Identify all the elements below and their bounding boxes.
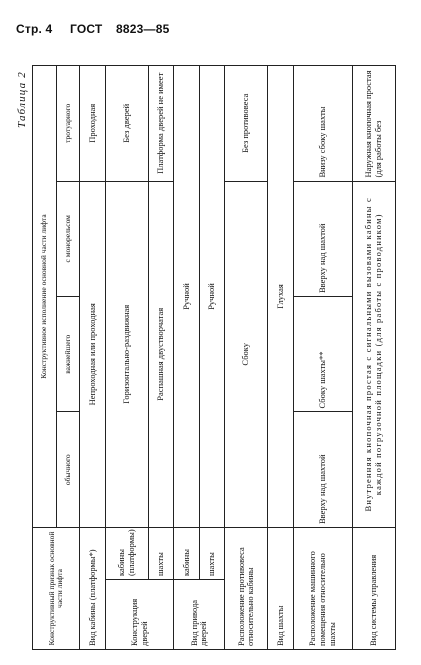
standard-label: ГОСТ <box>69 22 103 36</box>
cell-cabin-main: Непроходная или проходная <box>80 181 106 527</box>
col-head-monorail: с монорельсом <box>56 181 80 296</box>
cell-doors-shaft-sidewalk: Платформа дверей не имеет <box>148 66 174 182</box>
table-row <box>80 66 106 650</box>
row-label-cabin: Вид кабины (платформы*) <box>80 527 106 649</box>
cell-control-main: Внутренняя кнопочная простая с сигнальными вызовами кабины с каждой погрузочной площадки (для работы с проводником) <box>353 181 396 527</box>
rotated-table-area <box>16 65 398 650</box>
cell-machine-monorail: Вверху над шахтой <box>293 181 353 296</box>
cell-machine-important: Сбоку шахты** <box>293 297 353 412</box>
row-label-shaft: Вид шахты <box>268 527 294 649</box>
sublabel-doors-cabin: кабины (платформы) <box>105 527 148 579</box>
page-header <box>16 22 316 42</box>
row-label-control: Вид системы управления <box>353 527 396 649</box>
table-row <box>199 66 225 650</box>
col-head-important: важнейшего <box>56 297 80 412</box>
table-row <box>174 66 200 650</box>
table-head-row <box>33 66 57 650</box>
cell-shaft: Глухая <box>268 66 294 528</box>
row-label-machine-room: Расположение машинного помещения относительно шахты <box>293 527 353 649</box>
sublabel-doors-shaft: шахты <box>148 527 174 579</box>
cell-doors-cabin: Горизонтально-раздвижная <box>105 181 148 527</box>
cell-drive-cabin: Ручной <box>174 66 200 528</box>
cell-cabin-sidewalk: Проходная <box>80 66 106 182</box>
cell-counterweight-main: Сбоку <box>225 181 268 527</box>
sublabel-drive-shaft: шахты <box>199 527 225 579</box>
table-row <box>225 66 268 650</box>
table-row <box>148 66 174 650</box>
cell-doors-cabin-sidewalk: Без дверей <box>105 66 148 182</box>
cell-machine-ordinary: Вверху над шахтой <box>293 412 353 527</box>
table-row <box>353 66 396 650</box>
col-head-group: Конструктивное исполнение основной части лифта <box>33 66 57 528</box>
standard-number: 8823—85 <box>116 22 170 36</box>
cell-counterweight-sidewalk: Без противовеса <box>225 66 268 182</box>
col-head-feature: Конструктивный признак основной части лифта <box>33 527 80 649</box>
table-row <box>105 66 148 650</box>
spec-table <box>32 65 396 650</box>
table-row <box>293 66 353 650</box>
table-row <box>268 66 294 650</box>
cell-doors-shaft: Распашная двустворчатая <box>148 181 174 527</box>
row-label-doors: Конструкция дверей <box>105 580 173 650</box>
row-label-counterweight: Расположение противовеса относительно кабины <box>225 527 268 649</box>
cell-control-sidewalk: Наружная кнопочная простая (для работы без <box>353 66 396 182</box>
sublabel-drive-cabin: кабины <box>174 527 200 579</box>
cell-drive-shaft: Ручной <box>199 66 225 528</box>
table-title: Таблица 2 <box>16 71 28 128</box>
col-head-sidewalk: тротуарного <box>56 66 80 182</box>
page-number: Стр. 4 <box>16 22 53 36</box>
cell-machine-sidewalk: Внизу сбоку шахты <box>293 66 353 182</box>
row-label-drive: Вид привода дверей <box>174 580 225 650</box>
col-head-ordinary: обычного <box>56 412 80 527</box>
